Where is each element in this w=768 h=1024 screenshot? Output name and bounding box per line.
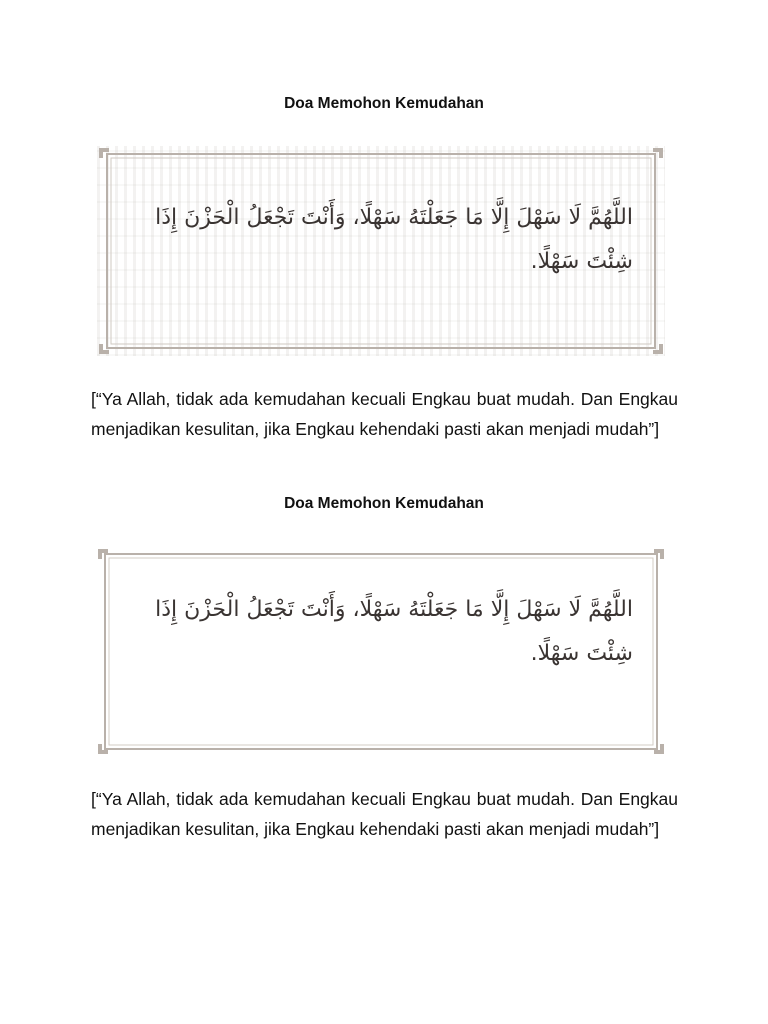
arabic-frame-2 [97, 548, 665, 755]
doa-title-1: Doa Memohon Kemudahan [284, 95, 484, 112]
arabic-prayer-text-1: اللَّهُمَّ لَا سَهْلَ إِلَّا مَا جَعَلْتَهُ سَهْلًا، وَأَنْتَ تَجْعَلُ الْحَزْنَ إِذَا شِئْتَ سَهْلًا. [155, 205, 633, 274]
arabic-frame-1 [97, 146, 665, 356]
prayer-translation-2: [“Ya Allah, tidak ada kemudahan kecuali Engkau buat mudah. Dan Engkau menjadikan kesulitan, jika Engkau kehendaki pasti akan menjadi mudah”] [91, 789, 678, 839]
doa-title-2: Doa Memohon Kemudahan [284, 495, 484, 512]
prayer-translation-1: [“Ya Allah, tidak ada kemudahan kecuali Engkau buat mudah. Dan Engkau menjadikan kesulitan, jika Engkau kehendaki pasti akan menjadi mudah”] [91, 389, 678, 439]
arabic-prayer-text-2: اللَّهُمَّ لَا سَهْلَ إِلَّا مَا جَعَلْتَهُ سَهْلًا، وَأَنْتَ تَجْعَلُ الْحَزْنَ إِذَا شِئْتَ سَهْلًا. [155, 597, 633, 666]
